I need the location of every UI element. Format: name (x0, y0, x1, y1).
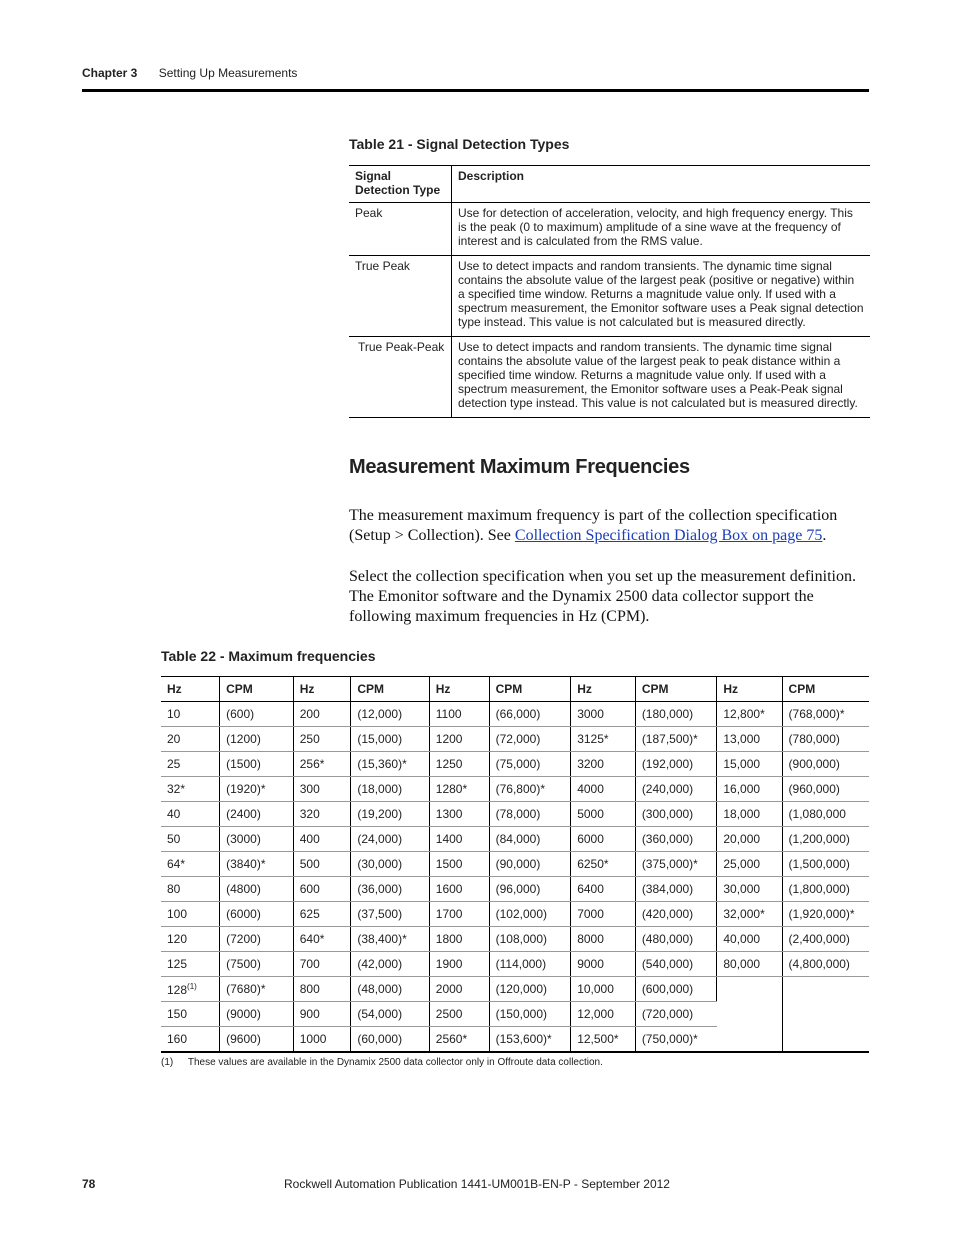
table-cell: (102,000) (489, 902, 571, 927)
table-cell: (384,000) (635, 877, 717, 902)
table-cell: 25 (161, 752, 220, 777)
table-cell: 2500 (429, 1002, 489, 1027)
table-cell: (9600) (220, 1027, 294, 1053)
table-cell: 32* (161, 777, 220, 802)
table-cell: (900,000) (782, 752, 869, 777)
table-cell: (7500) (220, 952, 294, 977)
table22-header: Hz (429, 677, 489, 702)
table-cell: (96,000) (489, 877, 571, 902)
table-cell: (540,000) (635, 952, 717, 977)
collection-spec-link[interactable]: Collection Specification Dialog Box on page 75 (514, 527, 823, 544)
table-cell: (3840)* (220, 852, 294, 877)
footnote-ref: (1) (187, 981, 197, 991)
table-cell: (7680)* (220, 977, 294, 1002)
table-cell: (1500) (220, 752, 294, 777)
empty-cell (717, 977, 782, 1053)
table-cell: (768,000)* (782, 702, 869, 727)
table-cell: (3000) (220, 827, 294, 852)
table-cell: (375,000)* (635, 852, 717, 877)
table-cell: 150 (161, 1002, 220, 1027)
table-row (349, 256, 870, 337)
table-row (161, 952, 869, 977)
table-cell: (19,200) (351, 802, 429, 827)
table-row (349, 203, 870, 256)
table-cell: 16,000 (717, 777, 782, 802)
table-cell: (4,800,000) (782, 952, 869, 977)
table-cell: (37,500) (351, 902, 429, 927)
table-cell: 1280* (429, 777, 489, 802)
table-row (161, 902, 869, 927)
publication-footer: Rockwell Automation Publication 1441-UM001B-EN-P - September 2012 (284, 1177, 670, 1191)
footnote-number: (1) (161, 1057, 174, 1068)
table-row (161, 927, 869, 952)
table-cell: (480,000) (635, 927, 717, 952)
table-row (161, 877, 869, 902)
table-cell: 80,000 (717, 952, 782, 977)
table-row (161, 777, 869, 802)
table-cell: 13,000 (717, 727, 782, 752)
table-cell: (42,000) (351, 952, 429, 977)
table-cell: (192,000) (635, 752, 717, 777)
table22-header: CPM (782, 677, 869, 702)
section-heading: Measurement Maximum Frequencies (349, 456, 690, 478)
table-cell: 2000 (429, 977, 489, 1002)
signal-desc-cell: Use to detect impacts and random transients. The dynamic time signal contains the absolute value of the largest peak (positive or negative) within a specified time window. Returns a magnitude value only. If used with a spectrum measurement, the Emonitor software uses a Peak signal detection type instead. This value is not calculated but is measured directly. (452, 256, 871, 337)
table-cell: (187,500)* (635, 727, 717, 752)
table-cell: 120 (161, 927, 220, 952)
table-cell: (153,600)* (489, 1027, 571, 1053)
table-cell: 9000 (571, 952, 636, 977)
table-cell: (960,000) (782, 777, 869, 802)
table21-header-desc: Description (452, 166, 871, 203)
table-cell: 200 (293, 702, 351, 727)
table-cell: (48,000) (351, 977, 429, 1002)
table-cell: (15,360)* (351, 752, 429, 777)
empty-cell (782, 977, 869, 1053)
table-cell: 40,000 (717, 927, 782, 952)
table-cell: (720,000) (635, 1002, 717, 1027)
intro-paragraph (349, 506, 859, 546)
table22-header: Hz (717, 677, 782, 702)
table-cell: (2400) (220, 802, 294, 827)
table-cell: 6000 (571, 827, 636, 852)
table-cell: 50 (161, 827, 220, 852)
table-cell: (38,400)* (351, 927, 429, 952)
table-cell: 1400 (429, 827, 489, 852)
table-cell: (780,000) (782, 727, 869, 752)
table-cell: (1,200,000) (782, 827, 869, 852)
table-cell: (76,800)* (489, 777, 571, 802)
table-cell: 15,000 (717, 752, 782, 777)
table-cell: 900 (293, 1002, 351, 1027)
table-cell: (180,000) (635, 702, 717, 727)
intro-text: The measurement maximum frequency is part of the collection specification (Setup > Collection). See (349, 507, 838, 544)
table-cell: 500 (293, 852, 351, 877)
table-cell: (360,000) (635, 827, 717, 852)
table-cell: (12,000) (351, 702, 429, 727)
table-cell (161, 977, 220, 1002)
signal-desc-cell: Use for detection of acceleration, velocity, and high frequency energy. This is the peak (0 to maximum) amplitude of a sine wave at the frequency of interest and is calculated from the RMS value. (452, 203, 871, 256)
table21-caption: Table 21 - Signal Detection Types (349, 136, 570, 152)
table-cell: 20 (161, 727, 220, 752)
table-cell: 3000 (571, 702, 636, 727)
table-cell: (7200) (220, 927, 294, 952)
table-cell: (4800) (220, 877, 294, 902)
intro-text-end: . (822, 527, 827, 544)
table-cell: 1100 (429, 702, 489, 727)
table-cell: 64* (161, 852, 220, 877)
table-cell: (30,000) (351, 852, 429, 877)
table-cell: 1700 (429, 902, 489, 927)
table-cell: 10,000 (571, 977, 636, 1002)
table-cell: (114,000) (489, 952, 571, 977)
table-cell: 12,500* (571, 1027, 636, 1053)
chapter-label: Chapter 3 (82, 66, 138, 80)
table-cell: (36,000) (351, 877, 429, 902)
signal-type-cell: True Peak (349, 256, 452, 337)
table-row (161, 827, 869, 852)
table-cell: 20,000 (717, 827, 782, 852)
max-frequencies-table (161, 676, 869, 1053)
table-cell: (1,500,000) (782, 852, 869, 877)
table-row (349, 337, 870, 418)
body-paragraph: Select the collection specification when you set up the measurement definition. The Emonitor software and the Dynamix 2500 data collector support the following maximum frequencies in Hz (CPM). (349, 568, 856, 625)
footnote (161, 1057, 603, 1068)
table-cell: 300 (293, 777, 351, 802)
signal-detection-table (349, 165, 870, 418)
table-cell: (150,000) (489, 1002, 571, 1027)
table-cell: (9000) (220, 1002, 294, 1027)
table-cell: (108,000) (489, 927, 571, 952)
running-header (82, 66, 297, 80)
table-cell: 12,800* (717, 702, 782, 727)
table-cell: (6000) (220, 902, 294, 927)
table-cell: (2,400,000) (782, 927, 869, 952)
table-cell: (66,000) (489, 702, 571, 727)
table-cell: 700 (293, 952, 351, 977)
table-cell: 12,000 (571, 1002, 636, 1027)
table-row (161, 702, 869, 727)
table-cell: 8000 (571, 927, 636, 952)
table22-header: CPM (635, 677, 717, 702)
table-row (161, 802, 869, 827)
table-cell: (1200) (220, 727, 294, 752)
table-cell: 100 (161, 902, 220, 927)
table-cell: 40 (161, 802, 220, 827)
table-cell: (90,000) (489, 852, 571, 877)
table-cell: (75,000) (489, 752, 571, 777)
table-cell: 3200 (571, 752, 636, 777)
table-row (161, 727, 869, 752)
table-cell: (54,000) (351, 1002, 429, 1027)
table-cell: 25,000 (717, 852, 782, 877)
table22-header: Hz (571, 677, 636, 702)
table-cell: 4000 (571, 777, 636, 802)
table-cell: 1500 (429, 852, 489, 877)
signal-type-cell: Peak (349, 203, 452, 256)
table-cell: (84,000) (489, 827, 571, 852)
table-row (161, 977, 869, 1002)
table-cell: 625 (293, 902, 351, 927)
table-cell: 400 (293, 827, 351, 852)
table-cell: (600) (220, 702, 294, 727)
table-cell: (600,000) (635, 977, 717, 1002)
table-cell: (78,000) (489, 802, 571, 827)
table-cell: (18,000) (351, 777, 429, 802)
table-cell: (60,000) (351, 1027, 429, 1053)
table-cell: (1,920,000)* (782, 902, 869, 927)
table-cell: 80 (161, 877, 220, 902)
table-cell: (750,000)* (635, 1027, 717, 1053)
table-cell: (72,000) (489, 727, 571, 752)
header-rule (82, 89, 869, 92)
table-cell: (1,080,000 (782, 802, 869, 827)
table-cell: (120,000) (489, 977, 571, 1002)
table-cell: 10 (161, 702, 220, 727)
signal-desc-cell: Use to detect impacts and random transients. The dynamic time signal contains the absolute value of the largest peak to peak distance within a specified time window. Returns a magnitude value only. If used with a spectrum measurement, the Emonitor software uses a Peak-Peak signal detection type instead. This value is not calculated but is measured directly. (452, 337, 871, 418)
table-cell: (300,000) (635, 802, 717, 827)
page-number: 78 (82, 1177, 96, 1191)
table-cell: 1800 (429, 927, 489, 952)
table-cell: (15,000) (351, 727, 429, 752)
table-row (161, 852, 869, 877)
cell-value: 128 (167, 982, 188, 997)
table-cell: 160 (161, 1027, 220, 1053)
table22-header: CPM (220, 677, 294, 702)
table-cell: (420,000) (635, 902, 717, 927)
table-cell: 1250 (429, 752, 489, 777)
table-cell: 600 (293, 877, 351, 902)
table-cell: 320 (293, 802, 351, 827)
table22-caption: Table 22 - Maximum frequencies (161, 648, 376, 664)
table-cell: 1600 (429, 877, 489, 902)
table22-header: Hz (161, 677, 220, 702)
table-cell: (1,800,000) (782, 877, 869, 902)
table-cell: 1300 (429, 802, 489, 827)
table-row (161, 752, 869, 777)
table-cell: 6250* (571, 852, 636, 877)
table-cell: 640* (293, 927, 351, 952)
table-cell: 6400 (571, 877, 636, 902)
table-cell: 3125* (571, 727, 636, 752)
table-cell: 5000 (571, 802, 636, 827)
table-cell: (240,000) (635, 777, 717, 802)
table-cell: 125 (161, 952, 220, 977)
signal-type-cell: True Peak-Peak (349, 337, 452, 418)
table-cell: 18,000 (717, 802, 782, 827)
table-cell: 7000 (571, 902, 636, 927)
table-cell: 30,000 (717, 877, 782, 902)
table22-header: CPM (489, 677, 571, 702)
table-cell: 2560* (429, 1027, 489, 1053)
table-cell: 32,000* (717, 902, 782, 927)
table-cell: (1920)* (220, 777, 294, 802)
table-cell: 256* (293, 752, 351, 777)
table-cell: 1900 (429, 952, 489, 977)
table22-header: CPM (351, 677, 429, 702)
table-cell: 1200 (429, 727, 489, 752)
table-cell: 250 (293, 727, 351, 752)
table-cell: (24,000) (351, 827, 429, 852)
table-cell: 800 (293, 977, 351, 1002)
table-cell: 1000 (293, 1027, 351, 1053)
table21-header-type: Signal Detection Type (349, 166, 452, 203)
footnote-text: These values are available in the Dynamix 2500 data collector only in Offroute data collection. (187, 1057, 603, 1068)
table22-header: Hz (293, 677, 351, 702)
chapter-title: Setting Up Measurements (158, 66, 298, 80)
